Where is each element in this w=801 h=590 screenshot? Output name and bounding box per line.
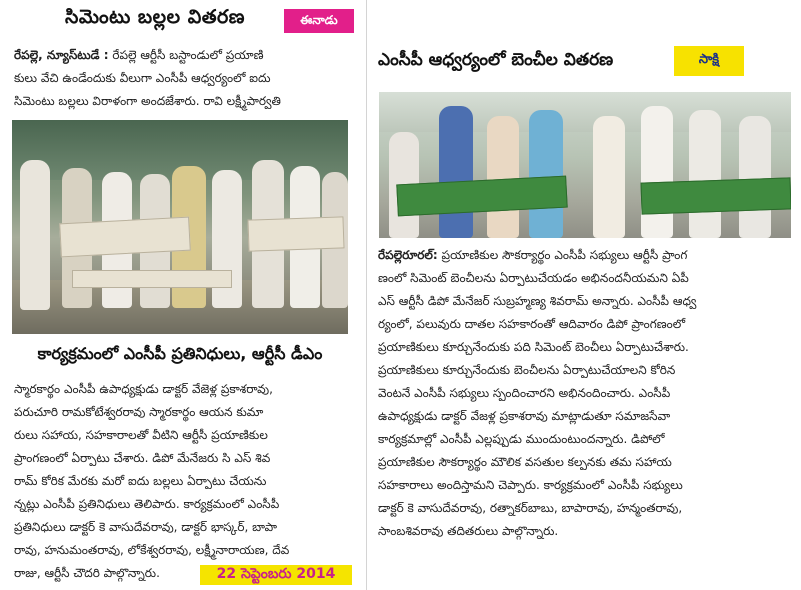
- sakshi-body: [378, 244, 796, 543]
- sakshi-body-line: వెంటనే ఎంసీపీ సభ్యులు స్పందించారని అభినందించారు. ఎంసీపీ: [378, 386, 671, 400]
- sakshi-body-line: ప్రయాణికుల సౌకర్యార్థం మౌలిక వసతుల కల్పనకు తమ సహాయ: [378, 455, 672, 469]
- eenadu-headline: సిమెంటు బల్లల వితరణ: [65, 6, 245, 28]
- eenadu-logo: ఈనాడు: [284, 9, 354, 33]
- sakshi-body-line: డాక్టర్ కె వాసుదేవరావు, రత్నాకర్‌బాబు, బాపారావు, హన్మంతరావు,: [378, 501, 683, 515]
- sakshi-body-line: కార్యక్రమాల్లో ఎంసీపీ ఎల్లప్పుడు ముందుంటుందన్నారు. డిపోలో: [378, 432, 665, 446]
- eenadu-photo: [12, 120, 348, 334]
- eenadu-body-line: న్నట్లు ఎంసీపీ ప్రతినిధులు తెలిపారు. కార్యక్రమంలో ఎంసీపీ: [14, 497, 280, 511]
- sakshi-body-line: [378, 244, 796, 267]
- eenadu-lead-line: [14, 44, 358, 67]
- eenadu-body-line: పరుచూరి రామకోటేశ్వరరావు స్మారకార్థం ఆయన కుమా: [14, 405, 264, 419]
- eenadu-body-line: స్మారకార్థం ఎంసీపీ ఉపాధ్యక్షుడు డాక్టర్ వేజెళ్ల ప్రకాశరావు,: [14, 382, 273, 396]
- sakshi-body-line: సహకారాలు అందిస్తామని చెప్పారు. కార్యక్రమంలో ఎంసీపీ సభ్యులు: [378, 478, 683, 492]
- eenadu-lead-line: సిమెంటు బల్లలు విరాళంగా అందజేశారు. రావి లక్ష్మీపార్వతి: [14, 94, 281, 108]
- cement-bench: [59, 217, 191, 258]
- sakshi-logo: సాక్షి: [674, 46, 744, 76]
- sakshi-dateline: రేపల్లెరూరల్:: [378, 248, 438, 262]
- sakshi-clipping: [372, 0, 801, 590]
- date-badge: 22 సెప్టెంబరు 2014: [200, 565, 352, 585]
- eenadu-photo-caption: కార్యక్రమంలో ఎంసీపీ ప్రతినిధులు, ఆర్టీసీ డీఎం: [37, 343, 323, 363]
- person-figure: [593, 116, 625, 238]
- eenadu-body-line: ప్రాంగణంలో ఏర్పాటు చేశారు. డిపో మేనేజరు సి ఎస్ శివ: [14, 451, 271, 465]
- person-figure: [439, 106, 473, 238]
- eenadu-body-line: రాజు, ఆర్టీసీ చౌదరి పాల్గొన్నారు.: [14, 566, 160, 580]
- sakshi-body-line: సాంబశివరావు తదితరులు పాల్గొన్నారు.: [378, 524, 559, 538]
- eenadu-lead-paragraph: [14, 44, 358, 113]
- eenadu-lead-text: రేపల్లె ఆర్టీసీ బస్టాండులో ప్రయాణి: [112, 48, 264, 62]
- sakshi-body-line: ఉపాధ్యక్షుడు డాక్టర్ వేజళ్ల ప్రకాశరావు మాట్లాడుతూ సమాజసేవా: [378, 409, 671, 423]
- sakshi-photo: [379, 92, 791, 238]
- sakshi-headline: ఎంసీపీ ఆధ్వర్యంలో బెంచీల వితరణ: [378, 50, 614, 70]
- column-divider: [366, 0, 367, 590]
- eenadu-clipping: [0, 0, 362, 590]
- eenadu-body-line: రావు, హనుమంతరావు, లోకేశ్వరరావు, లక్ష్మీనారాయణ, దేవ: [14, 543, 290, 557]
- person-figure: [529, 110, 563, 238]
- cement-bench: [247, 216, 344, 251]
- sakshi-body-line: ఎస్ ఆర్టీసీ డిపో మేనేజర్ సుబ్రహ్మణ్య శివరామ్ అన్నారు. ఎంసీపీ ఆధ్వ: [378, 294, 697, 308]
- eenadu-dateline: రేపల్లె, న్యూస్‌టుడే :: [14, 48, 109, 62]
- person-figure: [20, 160, 50, 310]
- person-figure: [739, 116, 771, 238]
- sakshi-body-text: ప్రయాణికుల సౌకర్యార్థం ఎంసీపీ సభ్యులు ఆర్టీసీ ప్రాంగ: [441, 248, 688, 262]
- eenadu-headline-row: [0, 6, 362, 34]
- eenadu-body-line: ప్రతినిధులు డాక్టర్ కె వాసుదేవరావు, డాక్టర్ భాస్కర్, బాపా: [14, 520, 277, 534]
- eenadu-body-line: రామ్ కోరిక మేరకు మరో ఐదు బల్లలు ఏర్పాటు చేయను: [14, 474, 267, 488]
- bench-seat: [72, 270, 232, 288]
- eenadu-body: [14, 378, 358, 585]
- green-bench: [640, 177, 791, 214]
- sakshi-body-line: ప్రయాణికులు కూర్చునేందుకు పది సిమెంట్ బెంచీలు ఏర్పాటుచేశారు.: [378, 340, 689, 354]
- person-figure: [641, 106, 673, 238]
- sakshi-body-line: ప్రయాణికులు కూర్చునేందుకు బెంచీలను ఏర్పాటుచేయాలని కోరిన: [378, 363, 676, 377]
- eenadu-body-line: రులు సహాయ, సహకారాలతో వీటిని ఆర్టీసీ ప్రయాణికుల: [14, 428, 268, 442]
- person-figure: [689, 110, 721, 238]
- sakshi-body-line: ణంలో సిమెంట్ బెంచీలను ఏర్పాటుచేయడం అభినందనీయమని ఏపీ: [378, 271, 689, 285]
- sakshi-body-line: ర్యంలో, పలువురు దాతల సహకారంతో ఆదివారం డిపో ప్రాంగణంలో: [378, 317, 686, 331]
- eenadu-lead-line: కులు వేచి ఉండేందుకు వీలుగా ఎంసీపీ ఆధ్వర్యంలో ఐదు: [14, 71, 271, 85]
- person-figure: [487, 116, 519, 238]
